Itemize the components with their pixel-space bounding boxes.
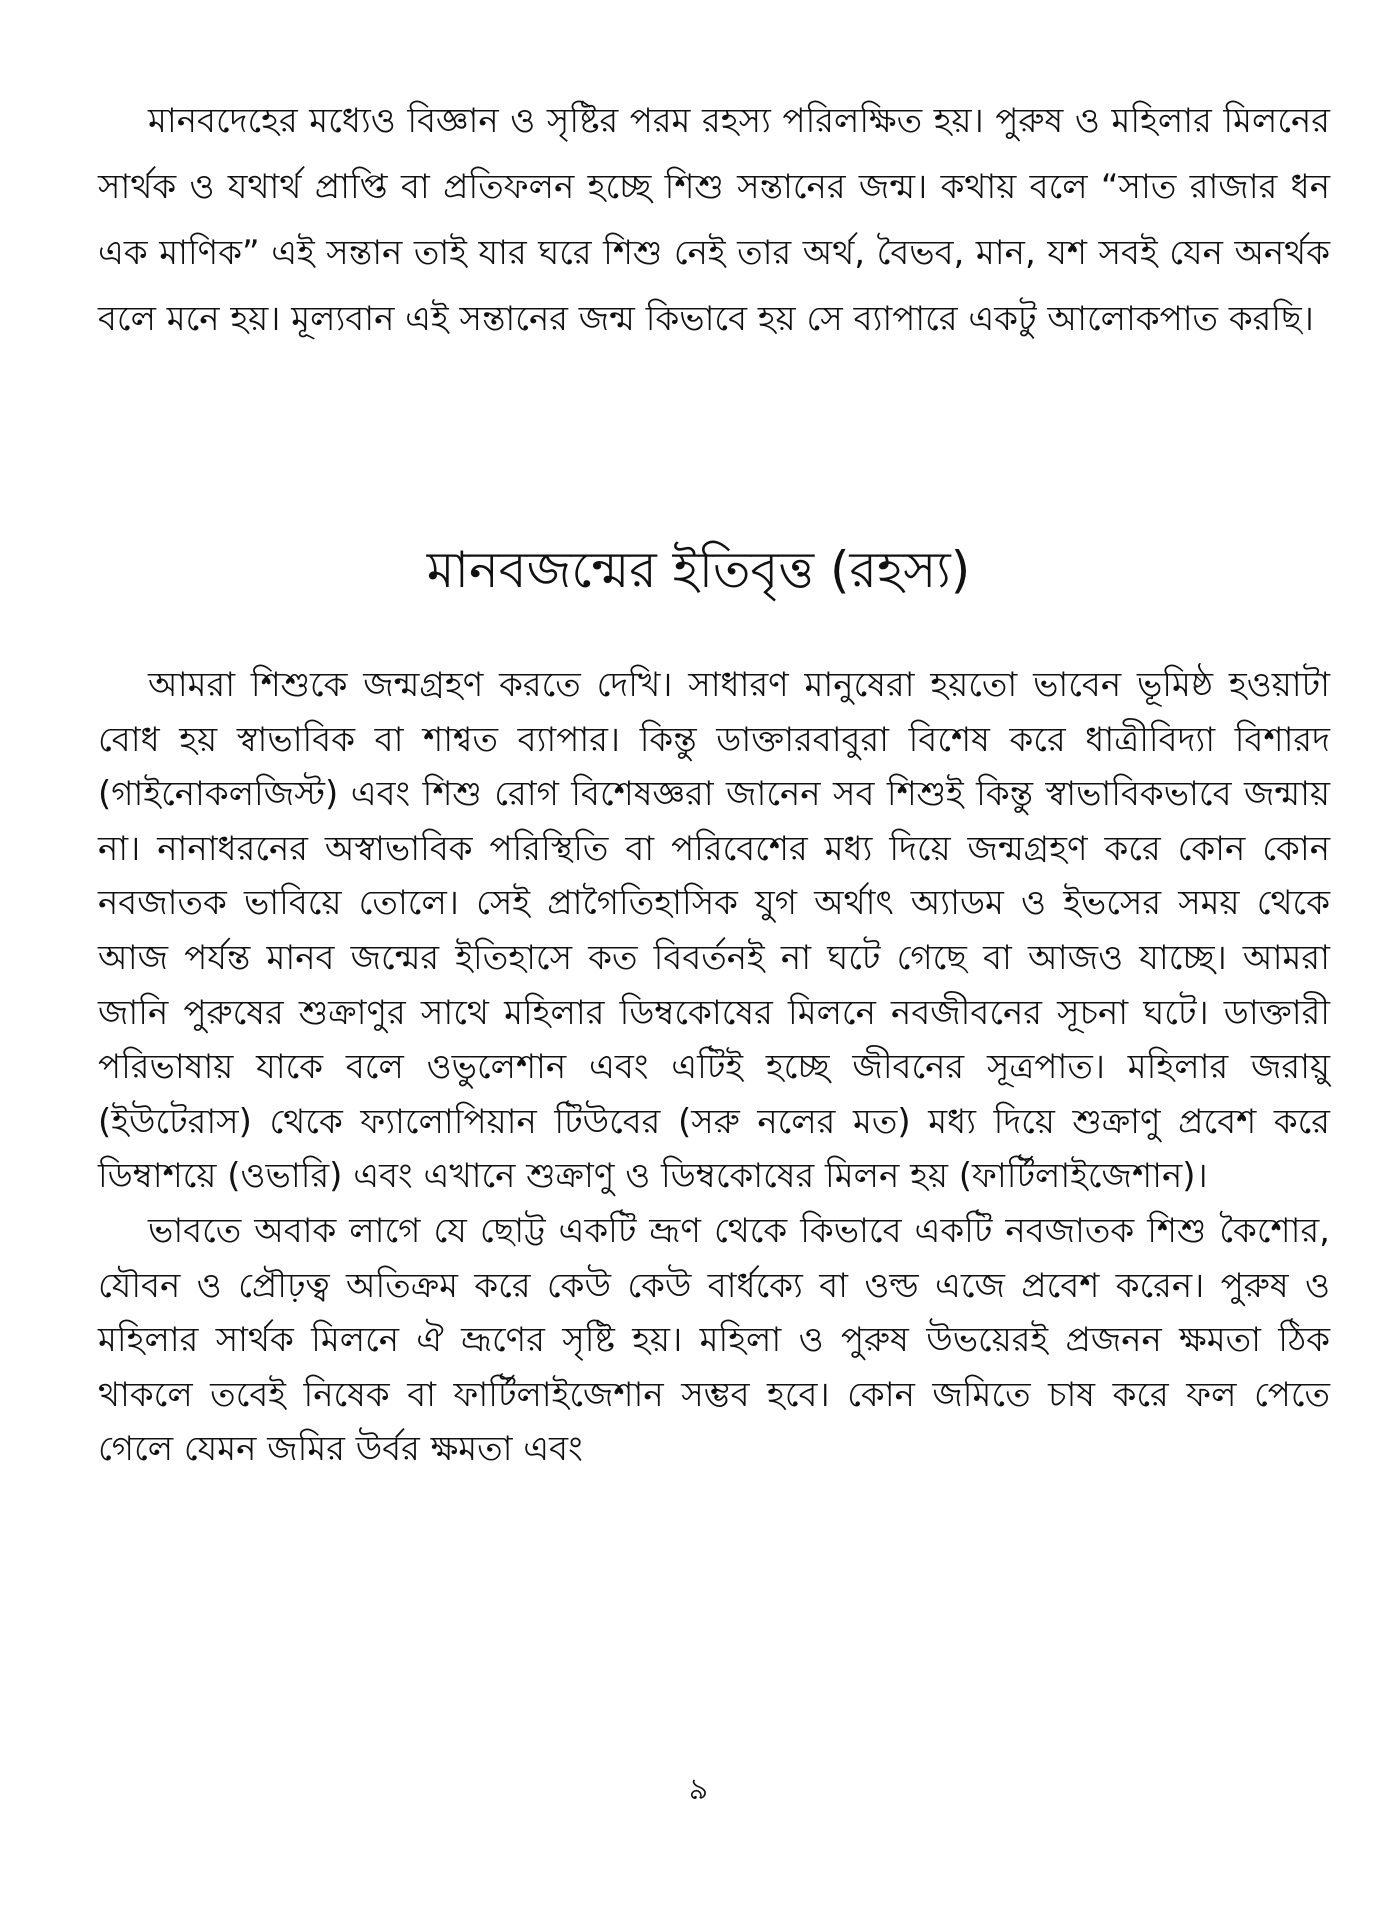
page-number: ৯ [688, 1772, 709, 1807]
body-paragraph-2: ভাবতে অবাক লাগে যে ছোট্ট একটি ভ্রূণ থেকে কিভাবে একটি নবজাতক শিশু কৈশোর, যৌবন ও প্রৌঢ়ত্ব অতিক্রম করে কেউ কেউ বার্ধক্যে বা ওল্ড এজে প্রবেশ করেন। পুরুষ ও মহিলার সার্থক মিলনে ঐ ভ্রূণের সৃষ্টি হয়। মহিলা ও পুরুষ উভয়েরই প্রজনন ক্ষমতা ঠিক থাকলে তবেই নিষেক বা ফার্টিলাইজেশান সম্ভব হবে। কোন জমিতে চাষ করে ফল পেতে গেলে যেমন জমির উর্বর ক্ষমতা এবং [98, 1210, 1330, 1470]
section-body [98, 658, 1330, 1477]
section-heading: মানবজন্মের ইতিবৃত্ত (রহস্য) [426, 541, 971, 599]
intro-paragraph: মানবদেহের মধ্যেও বিজ্ঞান ও সৃষ্টির পরম রহস্য পরিলক্ষিত হয়। পুরুষ ও মহিলার মিলনের সার্থক ও যথার্থ প্রাপ্তি বা প্রতিফলন হচ্ছে শিশু সন্তানের জন্ম। কথায় বলে “সাত রাজার ধন এক মাণিক” এই সন্তান তাই যার ঘরে শিশু নেই তার অর্থ, বৈভব, মান, যশ সবই যেন অনর্থক বলে মনে হয়। মূল্যবান এই সন্তানের জন্ম কিভাবে হয় সে ব্যাপারে একটু আলোকপাত করছি। [98, 101, 1330, 339]
body-paragraph-1: আমরা শিশুকে জন্মগ্রহণ করতে দেখি। সাধারণ মানুষেরা হয়তো ভাবেন ভূমিষ্ঠ হওয়াটা বোধ হয় স্বাভাবিক বা শাশ্বত ব্যাপার। কিন্তু ডাক্তারবাবুরা বিশেষ করে ধাত্রীবিদ্যা বিশারদ (গাইনোকলজিস্ট) এবং শিশু রোগ বিশেষজ্ঞরা জানেন সব শিশুই কিন্তু স্বাভাবিকভাবে জন্মায় না। নানাধরনের অস্বাভাবিক পরিস্থিতি বা পরিবেশের মধ্য দিয়ে জন্মগ্রহণ করে কোন কোন নবজাতক ভাবিয়ে তোলে। সেই প্রাগৈতিহাসিক যুগ অর্থাৎ অ্যাডম ও ইভসের সময় থেকে আজ পর্যন্ত মানব জন্মের ইতিহাসে কত বিবর্তনই না ঘটে গেছে বা আজও যাচ্ছে। আমরা জানি পুরুষের শুক্রাণুর সাথে মহিলার ডিম্বকোষের মিলনে নবজীবনের সূচনা ঘটে। ডাক্তারী পরিভাষায় যাকে বলে ওভুলেশান এবং এটিই হচ্ছে জীবনের সূত্রপাত। মহিলার জরায়ু (ইউটেরাস) থেকে ফ্যালোপিয়ান টিউবের (সরু নলের মত) মধ্য দিয়ে শুক্রাণু প্রবেশ করে ডিম্বাশয়ে (ওভারি) এবং এখানে শুক্রাণু ও ডিম্বকোষের মিলন হয় (ফার্টিলাইজেশান)। [98, 665, 1330, 1197]
